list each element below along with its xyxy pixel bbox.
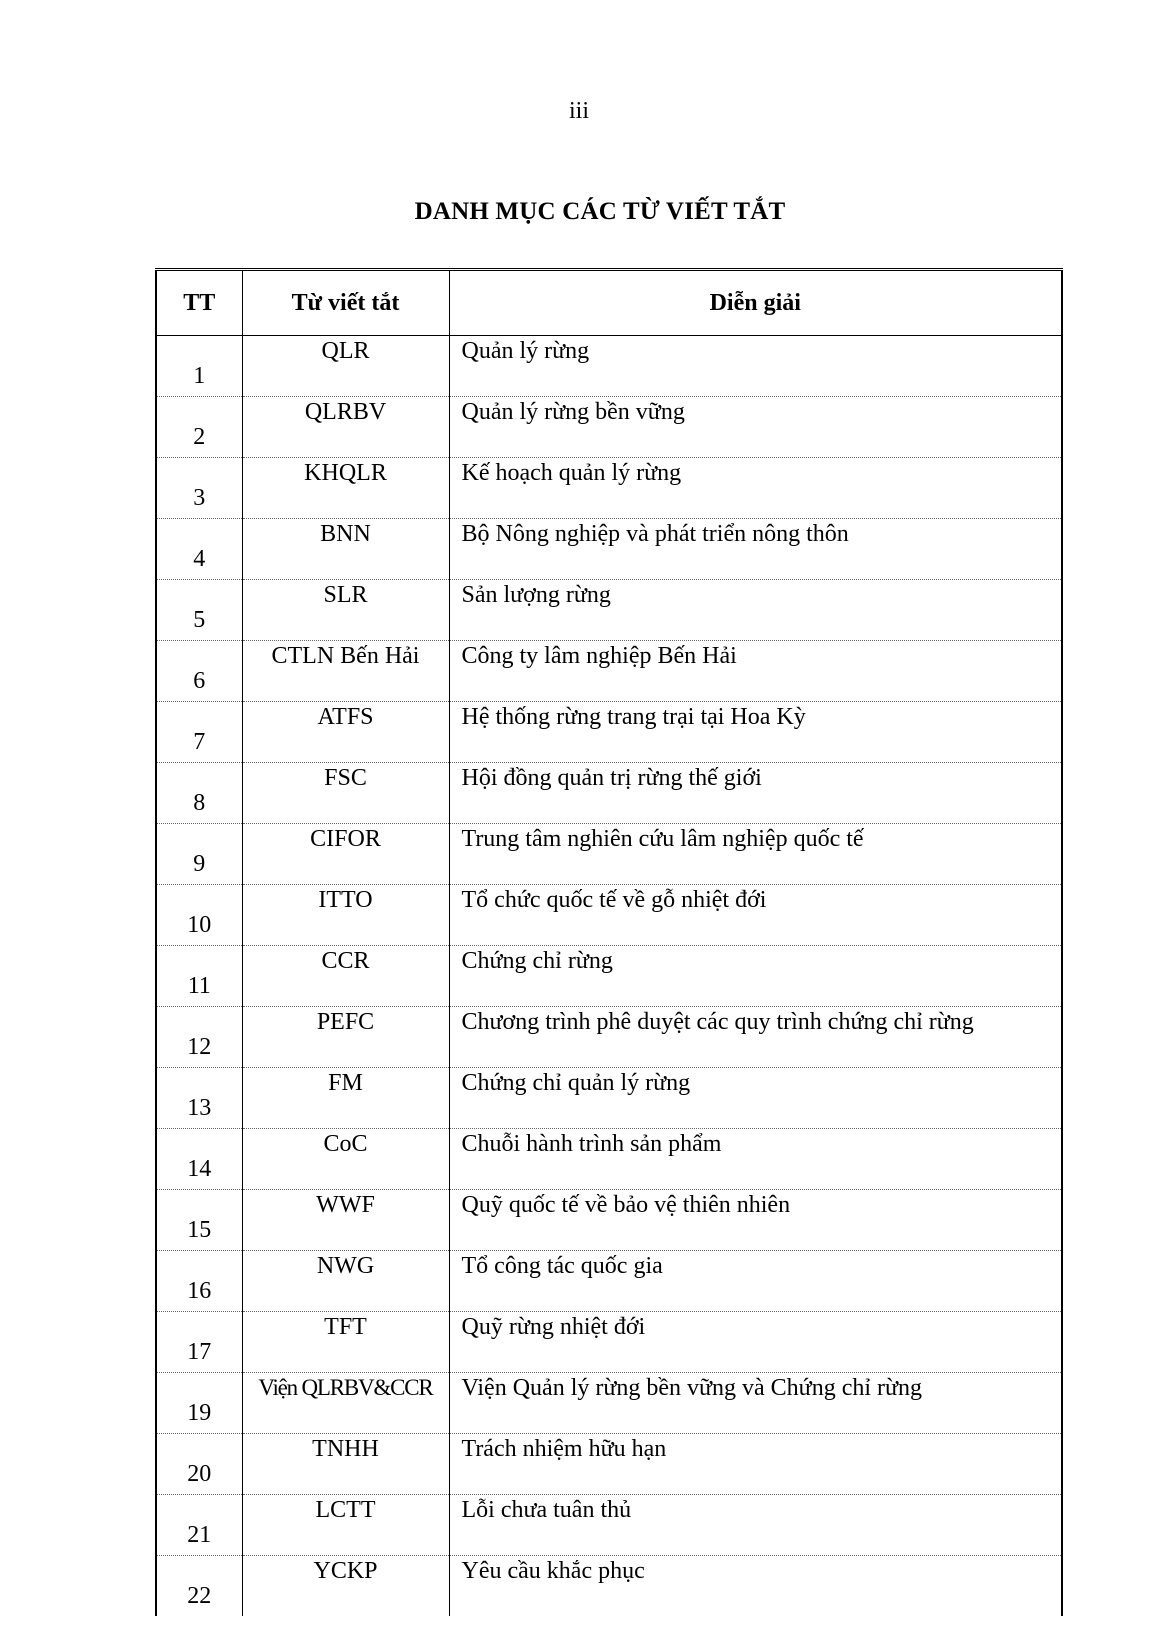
row-number: 13 (156, 1068, 242, 1129)
row-abbreviation: ITTO (242, 885, 449, 946)
row-description: Hệ thống rừng trang trại tại Hoa Kỳ (449, 702, 1062, 763)
row-abbreviation: QLR (242, 336, 449, 397)
row-description: Chứng chỉ quản lý rừng (449, 1068, 1062, 1129)
row-abbreviation: LCTT (242, 1495, 449, 1556)
row-abbreviation: FM (242, 1068, 449, 1129)
row-number: 11 (156, 946, 242, 1007)
row-description: Viện Quản lý rừng bền vững và Chứng chỉ rừng (449, 1373, 1062, 1434)
table-row (156, 336, 1062, 397)
table-row (156, 397, 1062, 458)
row-abbreviation: WWF (242, 1190, 449, 1251)
row-number: 20 (156, 1434, 242, 1495)
row-number: 8 (156, 763, 242, 824)
table-row (156, 1434, 1062, 1495)
row-description: Yêu cầu khắc phục (449, 1556, 1062, 1617)
row-abbreviation: NWG (242, 1251, 449, 1312)
table-row (156, 519, 1062, 580)
row-abbreviation: TFT (242, 1312, 449, 1373)
row-abbreviation: CTLN Bến Hải (242, 641, 449, 702)
row-number: 14 (156, 1129, 242, 1190)
row-description: Quỹ rừng nhiệt đới (449, 1312, 1062, 1373)
table-row (156, 1373, 1062, 1434)
page-number: iii (568, 98, 589, 124)
table-row (156, 824, 1062, 885)
row-description: Chuỗi hành trình sản phẩm (449, 1129, 1062, 1190)
row-description: Kế hoạch quản lý rừng (449, 458, 1062, 519)
row-number: 2 (156, 397, 242, 458)
row-abbreviation: PEFC (242, 1007, 449, 1068)
page-title: DANH MỤC CÁC TỪ VIẾT TẮT (414, 198, 786, 225)
row-description: Tổ chức quốc tế về gỗ nhiệt đới (449, 885, 1062, 946)
row-number: 17 (156, 1312, 242, 1373)
table-row (156, 885, 1062, 946)
row-number: 22 (187, 1583, 212, 1609)
row-abbreviation: KHQLR (242, 458, 449, 519)
row-description: Lỗi chưa tuân thủ (449, 1495, 1062, 1556)
row-abbreviation: CoC (242, 1129, 449, 1190)
row-description: Quản lý rừng (449, 336, 1062, 397)
row-number: 21 (156, 1495, 242, 1556)
row-number: 16 (156, 1251, 242, 1312)
header-abbreviation: Từ viết tắt (242, 270, 449, 336)
table-row (156, 1495, 1062, 1556)
row-description: Chứng chỉ rừng (449, 946, 1062, 1007)
table-row (156, 763, 1062, 824)
row-number: 6 (156, 641, 242, 702)
table-row (156, 946, 1062, 1007)
row-number: 15 (156, 1190, 242, 1251)
table-row (156, 641, 1062, 702)
row-abbreviation: FSC (242, 763, 449, 824)
abbreviations-table (155, 268, 1063, 1616)
header-description: Diễn giải (449, 270, 1062, 336)
row-abbreviation: QLRBV (242, 397, 449, 458)
table-row (156, 1190, 1062, 1251)
row-number: 12 (156, 1007, 242, 1068)
row-description: Quản lý rừng bền vững (449, 397, 1062, 458)
table-row (156, 458, 1062, 519)
row-description: Trung tâm nghiên cứu lâm nghiệp quốc tế (449, 824, 1062, 885)
table-row (156, 1556, 1062, 1617)
row-description: Hội đồng quản trị rừng thế giới (449, 763, 1062, 824)
row-number: 3 (156, 458, 242, 519)
row-number: 4 (156, 519, 242, 580)
table-row (156, 1251, 1062, 1312)
row-abbreviation: CCR (242, 946, 449, 1007)
row-abbreviation: BNN (242, 519, 449, 580)
row-abbreviation: CIFOR (242, 824, 449, 885)
row-abbreviation: ATFS (242, 702, 449, 763)
row-description: Chương trình phê duyệt các quy trình chứng chỉ rừng (449, 1007, 1062, 1068)
header-tt: TT (156, 270, 242, 336)
row-number: 19 (156, 1373, 242, 1434)
row-description: Công ty lâm nghiệp Bến Hải (449, 641, 1062, 702)
row-number: 5 (156, 580, 242, 641)
table-row (156, 702, 1062, 763)
row-number: 7 (156, 702, 242, 763)
row-description: Sản lượng rừng (449, 580, 1062, 641)
row-abbreviation: Viện QLRBV&CCR (242, 1373, 449, 1434)
table-row (156, 1129, 1062, 1190)
table-row (156, 580, 1062, 641)
table-row (156, 1007, 1062, 1068)
table-row (156, 1312, 1062, 1373)
table-row (156, 1068, 1062, 1129)
row-description: Tổ công tác quốc gia (449, 1251, 1062, 1312)
row-abbreviation: TNHH (242, 1434, 449, 1495)
row-number: 10 (156, 885, 242, 946)
row-abbreviation: SLR (242, 580, 449, 641)
row-description: Trách nhiệm hữu hạn (449, 1434, 1062, 1495)
row-number: 9 (156, 824, 242, 885)
row-description: Quỹ quốc tế về bảo vệ thiên nhiên (449, 1190, 1062, 1251)
row-description: Bộ Nông nghiệp và phát triển nông thôn (449, 519, 1062, 580)
table-body (156, 336, 1062, 1617)
table-header-row (156, 270, 1062, 336)
row-abbreviation: YCKP (242, 1556, 449, 1617)
row-number: 1 (156, 336, 242, 397)
